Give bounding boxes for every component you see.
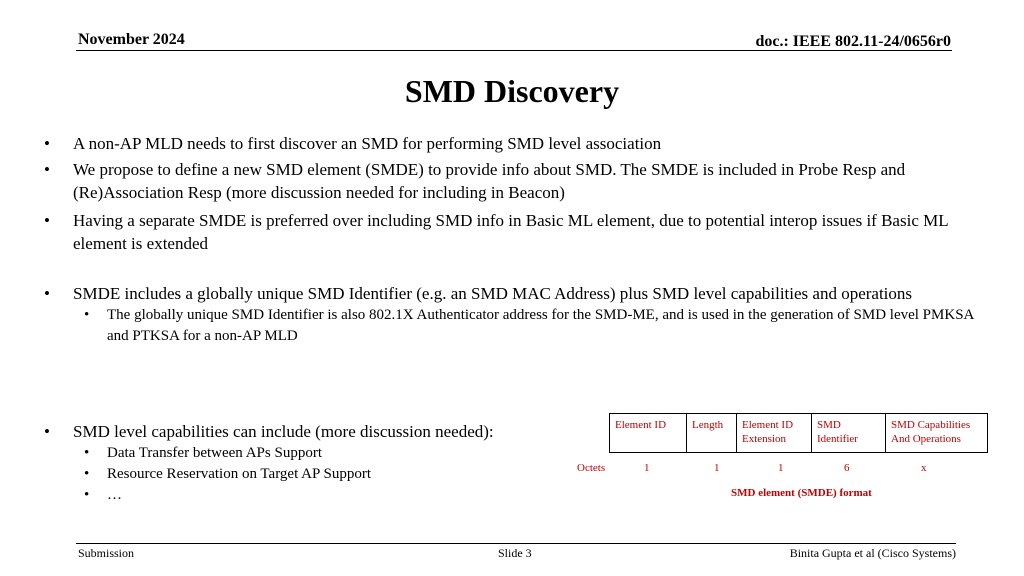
bullet-item: • We propose to define a new SMD element (SMDE) to provide info about SMD. The SMDE is included in Probe Resp and (Re)Association Resp (more discussion needed for including in Beacon) <box>36 158 976 204</box>
field-element-id: Element ID <box>610 414 687 453</box>
capabilities-heading: • SMD level capabilities can include (more discussion needed): <box>36 420 596 443</box>
smde-format-table <box>609 413 988 453</box>
table-row <box>610 414 988 453</box>
bullet-item: • SMDE includes a globally unique SMD Identifier (e.g. an SMD MAC Address) plus SMD level capabilities and operations <box>36 282 976 305</box>
footer-submission: Submission <box>78 546 135 560</box>
octets-label: Octets <box>577 462 606 474</box>
field-element-id-extension: Element ID Extension <box>737 414 812 453</box>
capability-item: • Resource Reservation on Target AP Support <box>36 464 596 485</box>
footer-divider <box>76 543 956 544</box>
capabilities-list <box>36 420 596 506</box>
header-divider <box>76 50 952 51</box>
field-length: Length <box>687 414 737 453</box>
capability-item: • … <box>36 485 596 506</box>
octets-value: 6 <box>844 462 850 474</box>
table-caption: SMD element (SMDE) format <box>731 487 872 499</box>
footer-author: Binita Gupta et al (Cisco Systems) <box>789 546 956 560</box>
octets-value: x <box>921 462 927 474</box>
header-doc-id: doc.: IEEE 802.11-24/0656r0 <box>755 33 951 50</box>
capability-item: • Data Transfer between APs Support <box>36 443 596 464</box>
octets-value: 1 <box>778 462 784 474</box>
main-bullet-list <box>36 132 976 347</box>
octets-value: 1 <box>714 462 720 474</box>
sub-bullet-item: • The globally unique SMD Identifier is also 802.1X Authenticator address for the SMD-ME, and is used in the generation of SMD level PMKSA and PTKSA for a non-AP MLD <box>36 305 976 347</box>
bullet-item: • Having a separate SMDE is preferred over including SMD info in Basic ML element, due to potential interop issues if Basic ML element is extended <box>36 209 976 255</box>
octets-value: 1 <box>644 462 650 474</box>
bullet-item: • A non-AP MLD needs to first discover an SMD for performing SMD level association <box>36 132 976 155</box>
field-smd-identifier: SMD Identifier <box>812 414 886 453</box>
slide-title: SMD Discovery <box>404 73 620 109</box>
field-smd-capabilities: SMD Capabilities And Operations <box>886 414 988 453</box>
header-date: November 2024 <box>78 31 185 48</box>
footer-slide-number: Slide 3 <box>498 546 532 560</box>
